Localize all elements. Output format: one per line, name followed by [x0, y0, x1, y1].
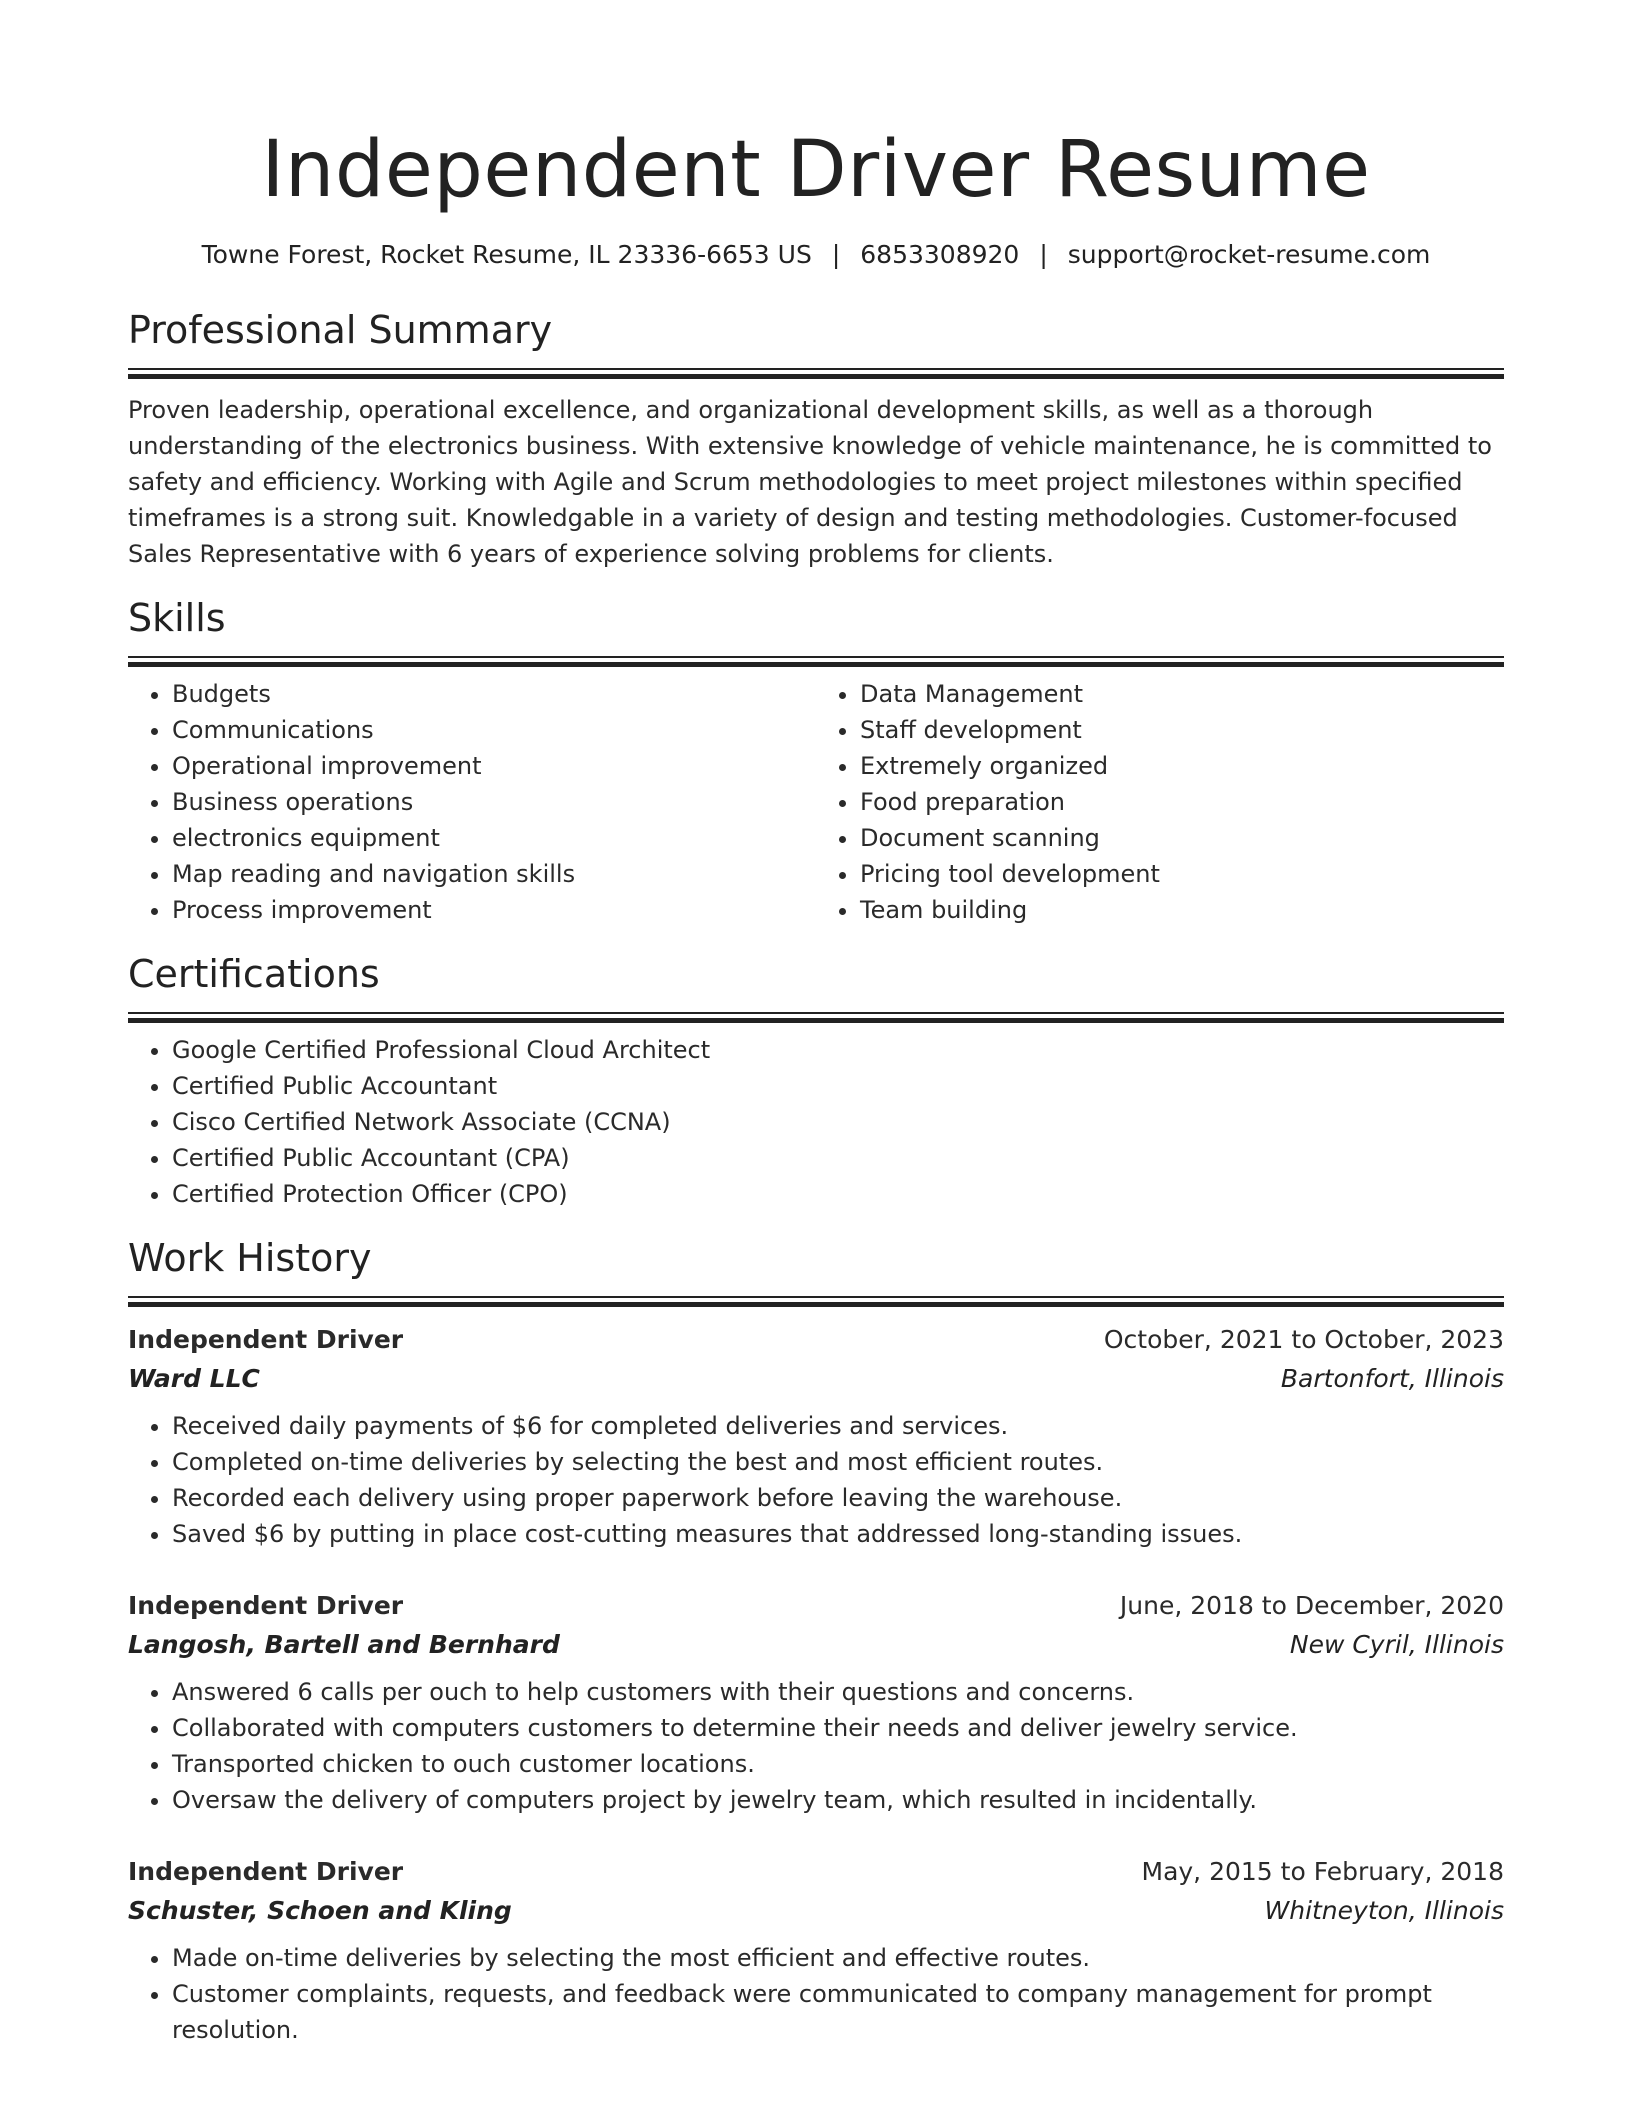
certifications-section	[128, 950, 1504, 1212]
skills-list-right	[816, 676, 1504, 928]
list-item: • Budgets	[172, 676, 816, 712]
job-dates: October, 2021 to October, 2023	[1103, 1325, 1504, 1354]
certifications-heading: Certifications	[128, 952, 380, 996]
section-divider	[128, 656, 1504, 666]
list-item: • Extremely organized	[860, 748, 1504, 784]
job-location: Whitneyton, Illinois	[1264, 1896, 1504, 1925]
job-title: Independent Driver	[128, 1591, 404, 1620]
list-item: • Collaborated with computers customers to determine their needs and deliver jewelry service.	[172, 1710, 1504, 1746]
job-location: New Cyril, Illinois	[1289, 1630, 1504, 1659]
list-item: • Cisco Certified Network Associate (CCNA)	[172, 1104, 1504, 1140]
list-item: • Data Management	[860, 676, 1504, 712]
job-bullets	[128, 1940, 1504, 2048]
work-history-heading: Work History	[128, 1236, 372, 1280]
list-item: • Customer complaints, requests, and feedback were communicated to company management for prompt resolution.	[172, 1976, 1504, 2048]
job-entry	[128, 1586, 1504, 1818]
job-entry	[128, 1852, 1504, 2048]
summary-text: Proven leadership, operational excellence, and organizational development skills, as well as a thorough understanding of the electronics business. With extensive knowledge of vehicle maintenance, he is committed to safety and efficiency. Working with Agile and Scrum methodologies to meet project milestones within specified timeframes is a strong suit. Knowledgable in a variety of design and testing methodologies. Customer-focused Sales Representative with 6 years of experience solving problems for clients.	[128, 396, 1492, 568]
list-item: • Pricing tool development	[860, 856, 1504, 892]
job-location: Bartonfort, Illinois	[1280, 1364, 1504, 1393]
summary-heading: Professional Summary	[128, 308, 553, 352]
list-item: • Answered 6 calls per ouch to help customers with their questions and concerns.	[172, 1674, 1504, 1710]
job-title: Independent Driver	[128, 1857, 404, 1886]
list-item: • Certified Public Accountant (CPA)	[172, 1140, 1504, 1176]
list-item: • Team building	[860, 892, 1504, 928]
list-item: • Operational improvement	[172, 748, 816, 784]
job-dates: May, 2015 to February, 2018	[1141, 1857, 1504, 1886]
job-header	[128, 1852, 1504, 1891]
contact-line	[128, 238, 1504, 272]
section-divider	[128, 368, 1504, 378]
job-subheader	[128, 1891, 1504, 1930]
job-header	[128, 1586, 1504, 1625]
skills-columns	[128, 666, 1504, 928]
job-company: Schuster, Schoen and Kling	[128, 1896, 512, 1925]
list-item: • Process improvement	[172, 892, 816, 928]
skills-section	[128, 594, 1504, 928]
list-item: • Google Certified Professional Cloud Architect	[172, 1032, 1504, 1068]
list-item: • Oversaw the delivery of computers project by jewelry team, which resulted in incidentally.	[172, 1782, 1504, 1818]
list-item: • Certified Public Accountant	[172, 1068, 1504, 1104]
job-company: Langosh, Bartell and Bernhard	[128, 1630, 560, 1659]
section-divider	[128, 1012, 1504, 1022]
list-item: • Map reading and navigation skills	[172, 856, 816, 892]
work-history-section	[128, 1234, 1504, 2048]
job-bullets	[128, 1408, 1504, 1552]
list-item: • Document scanning	[860, 820, 1504, 856]
contact-email: support@rocket-resume.com	[1067, 240, 1431, 269]
summary-section	[128, 306, 1504, 572]
resume-title: Independent Driver Resume	[261, 125, 1371, 215]
resume-page	[128, 0, 1504, 2074]
job-entry	[128, 1320, 1504, 1552]
list-item: • Completed on-time deliveries by selecting the best and most efficient routes.	[172, 1444, 1504, 1480]
list-item: • Transported chicken to ouch customer locations.	[172, 1746, 1504, 1782]
list-item: • Communications	[172, 712, 816, 748]
job-subheader	[128, 1625, 1504, 1664]
list-item: • Received daily payments of $6 for completed deliveries and services.	[172, 1408, 1504, 1444]
certifications-list	[128, 1032, 1504, 1212]
list-item: • Made on-time deliveries by selecting the most efficient and effective routes.	[172, 1940, 1504, 1976]
contact-separator: |	[1039, 240, 1048, 269]
list-item: • Recorded each delivery using proper paperwork before leaving the warehouse.	[172, 1480, 1504, 1516]
list-item: • Staff development	[860, 712, 1504, 748]
skills-list-left	[128, 676, 816, 928]
list-item: • Certified Protection Officer (CPO)	[172, 1176, 1504, 1212]
contact-address: Towne Forest, Rocket Resume, IL 23336-6653 US	[201, 240, 812, 269]
contact-separator: |	[831, 240, 841, 269]
skills-heading: Skills	[128, 596, 226, 640]
job-dates: June, 2018 to December, 2020	[1119, 1591, 1504, 1620]
list-item: • Food preparation	[860, 784, 1504, 820]
list-item: • Business operations	[172, 784, 816, 820]
list-item: • Saved $6 by putting in place cost-cutting measures that addressed long-standing issues.	[172, 1516, 1504, 1552]
list-item: • electronics equipment	[172, 820, 816, 856]
section-divider	[128, 1296, 1504, 1306]
contact-phone: 6853308920	[860, 240, 1020, 269]
job-title: Independent Driver	[128, 1325, 404, 1354]
job-bullets	[128, 1674, 1504, 1818]
job-company: Ward LLC	[128, 1364, 260, 1393]
job-subheader	[128, 1359, 1504, 1398]
job-header	[128, 1320, 1504, 1359]
